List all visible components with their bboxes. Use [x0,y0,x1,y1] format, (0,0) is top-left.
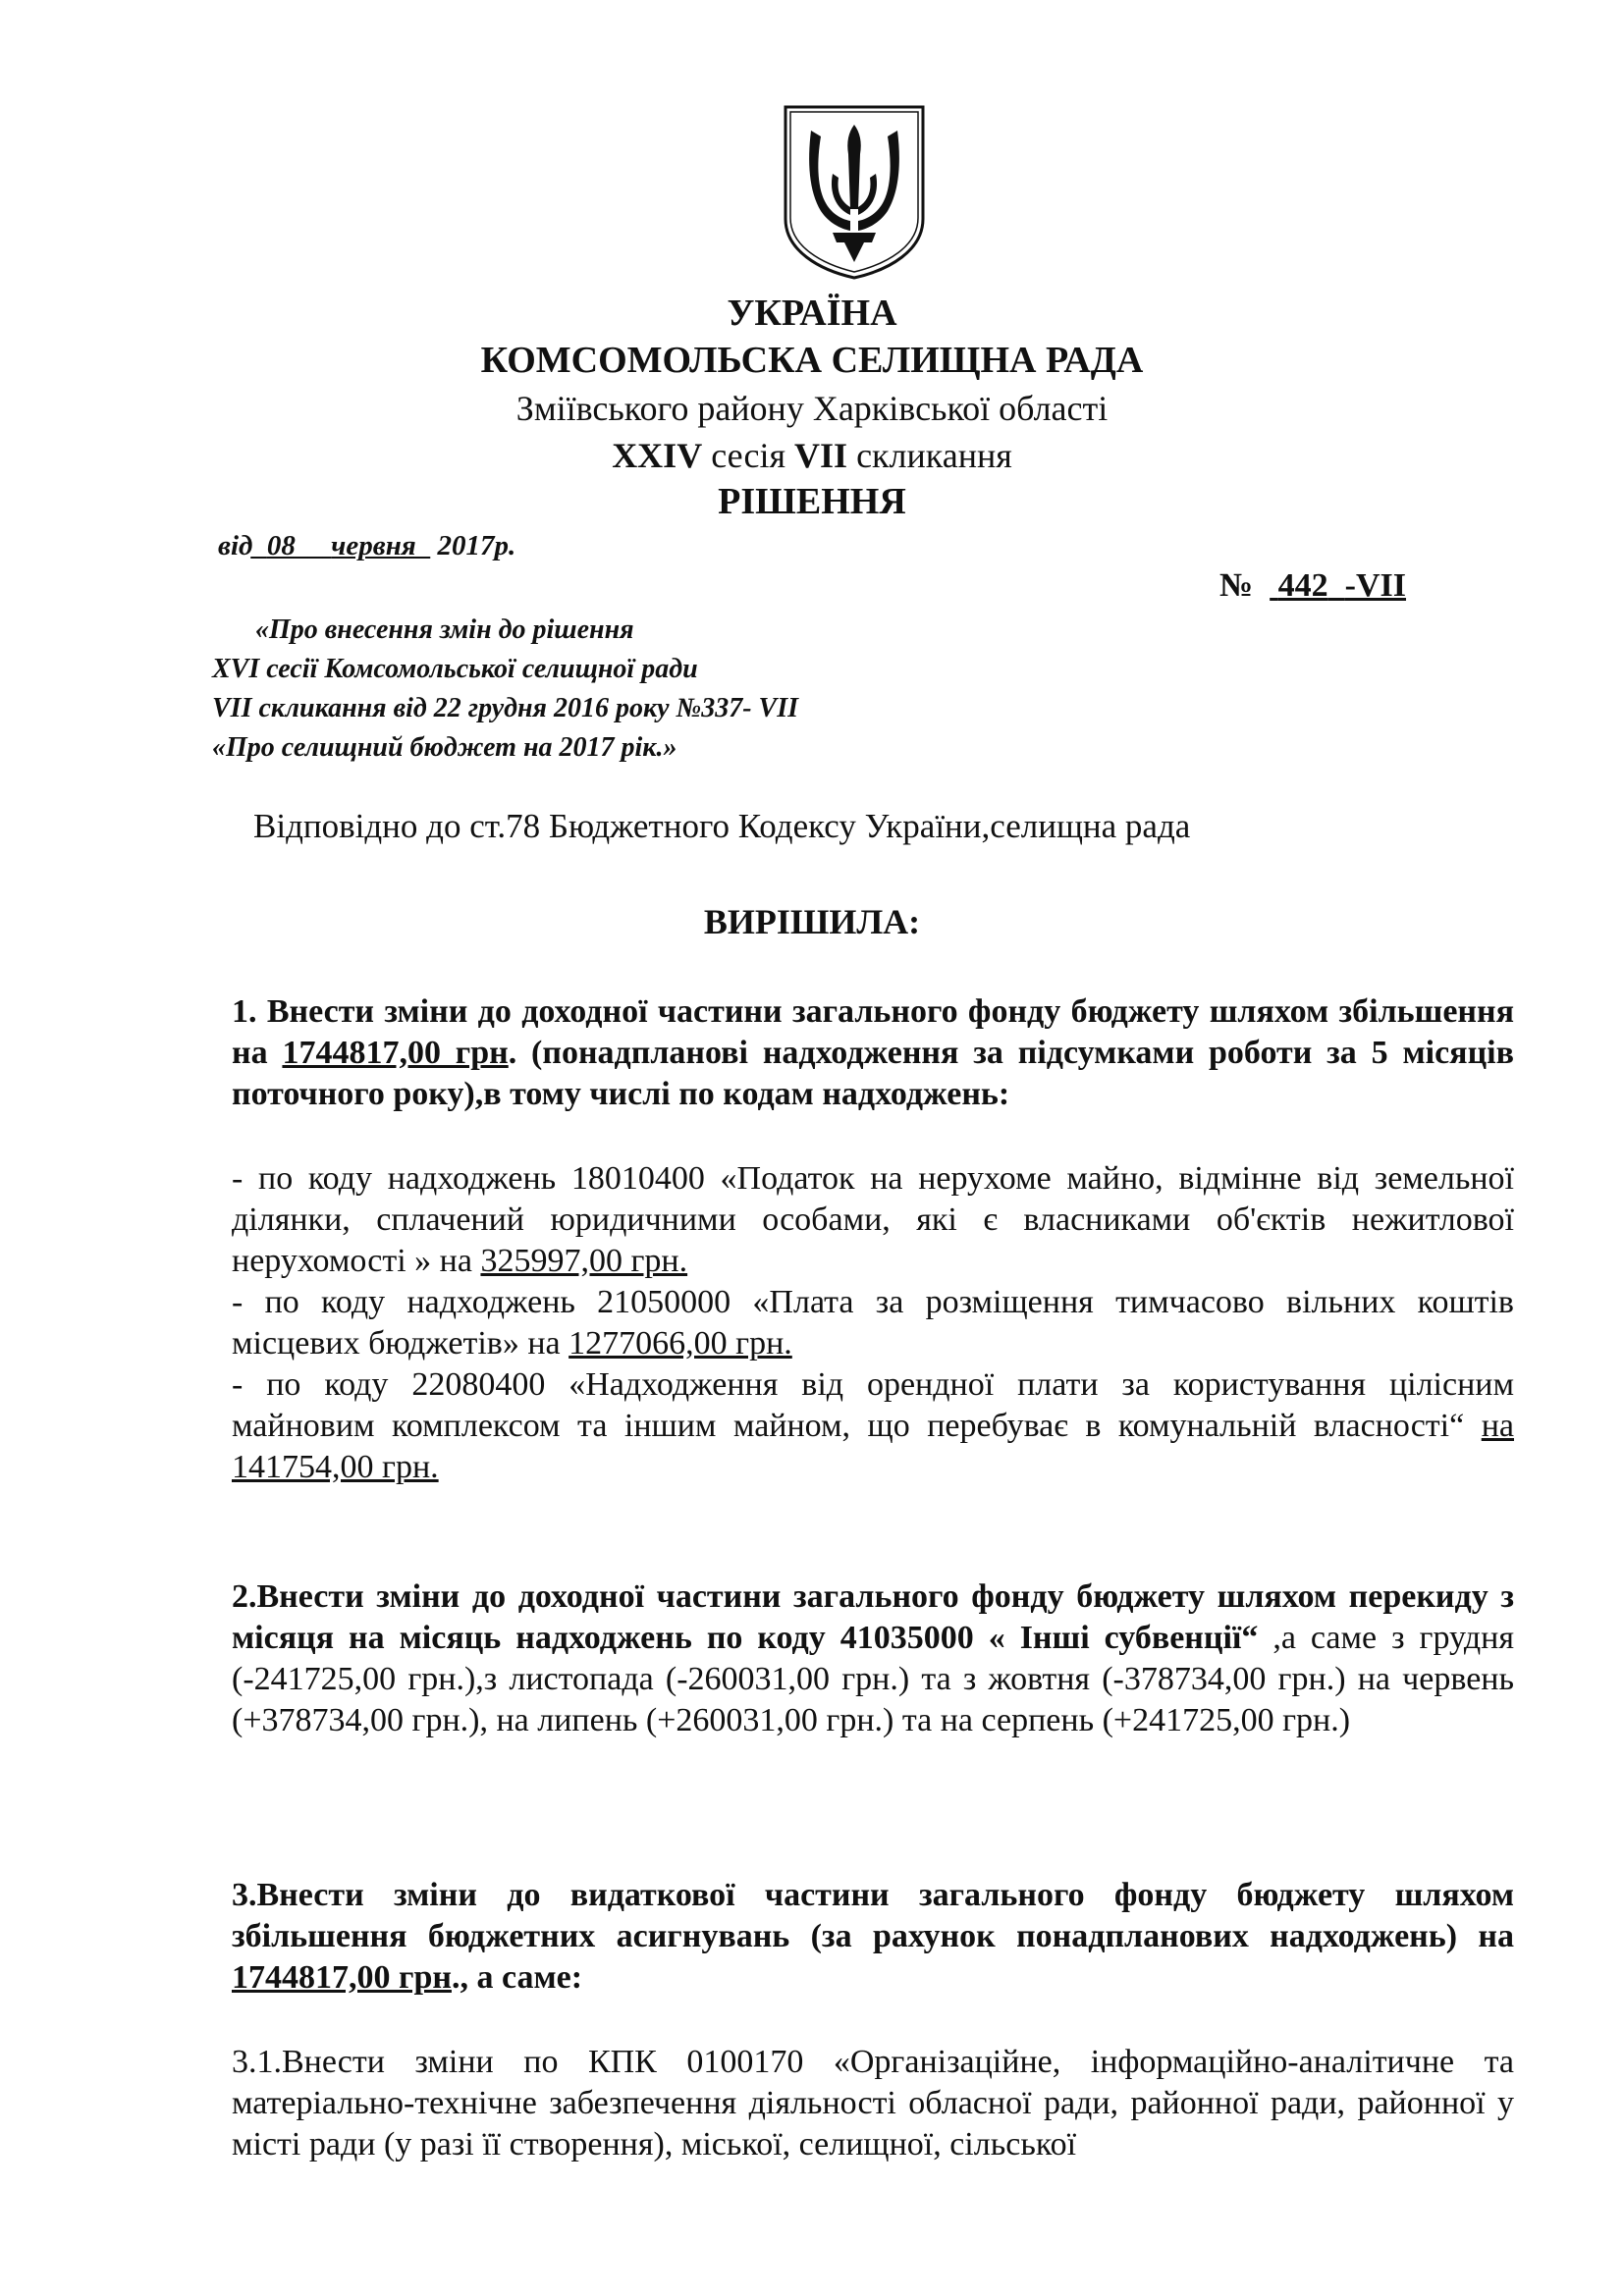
header-council-name: КОМСОМОЛЬСКА СЕЛИЩНА РАДА [480,340,1144,381]
item-1-codes [232,1158,1514,1488]
amount: 325997,00 грн. [480,1243,688,1279]
trident-coat-of-arms-icon [782,103,927,282]
code-entry: - по коду 22080400 «Надходження від орендної плати за користування цілісним майновим комплексом та іншим майном, що перебуває в комунальній власності“ на 141754,00 грн. [232,1366,1514,1485]
convocation-word: скликання [856,436,1012,475]
amount: на 141754,00 грн. [232,1408,1514,1485]
convocation-roman: VII [794,436,848,475]
header-session [0,438,1624,473]
decision-date [218,530,515,562]
decision-number [1219,567,1406,605]
header-region: Зміївського району Харківської області [515,389,1109,428]
item-3-1: 3.1.Внести зміни по КПК 0100170 «Організаційне, інформаційно-аналітичне та матеріально-технічне забезпечення діяльності обласної ради, районної ради, районної у місті ради (у разі її створення), міської, селищної, сільської [232,2044,1514,2163]
session-roman: XXIV [612,436,703,475]
subject-line: XVI сесії Комсомольської селищної ради [212,654,698,684]
subject-line: VII скликання від 22 грудня 2016 року №337- VII [212,693,798,723]
amount: 1744817,00 грн [232,1959,452,1996]
subject-line: «Про внесення змін до рішення [255,614,634,645]
item-1: 1. Внести зміни до доходної частини загального фонду бюджету шляхом збільшення на 1744817,00 грн. (понадпланові надходження за підсумками роботи за 5 місяців поточного року),в тому числі по кодам надходжень: [232,993,1514,1112]
decision-subject [212,611,798,768]
amount: 1744817,00 грн [282,1035,509,1071]
code-entry: - по коду надходжень 18010400 «Податок на нерухоме майно, відмінне від земельної ділянки, сплачений юридичними особами, які є власниками об'єктів нежитлової нерухомості » на 325997,00 грн. [232,1160,1514,1279]
item-2: 2.Внести зміни до доходної частини загального фонду бюджету шляхом перекиду з місяця на місяць надходжень по коду 41035000 « Інші субвенції“ ,а саме з грудня (-241725,00 грн.),з листопада (-260031,00 грн.) та з жовтня (-378734,00 грн.) на червень (+378734,00 грн.), на липень (+260031,00 грн.) та на серпень (+241725,00 грн.) [232,1578,1515,1738]
date-year: 2017р. [437,530,516,561]
amount: 1277066,00 грн. [568,1325,792,1362]
intro-text: Відповідно до ст.78 Бюджетного Кодексу України,селищна рада [253,807,1191,845]
subject-line: «Про селищний бюджет на 2017 рік.» [212,732,677,763]
decided-heading: ВИРІШИЛА: [703,902,921,941]
date-day: _08__ червня_ [252,530,431,561]
number-sign: № [1219,567,1254,604]
session-word: сесія [711,436,786,475]
header-country: УКРАЇНА [727,293,897,334]
number-value: 442 -VII [1277,567,1407,604]
document-type-title: РІШЕННЯ [718,481,906,522]
code-entry: - по коду надходжень 21050000 «Плата за розміщення тимчасово вільних коштів місцевих бюджетів» на 1277066,00 грн. [232,1284,1514,1362]
date-prefix: від [218,530,253,561]
item-3: 3.Внести зміни до видаткової частини загального фонду бюджету шляхом збільшення бюджетних асигнувань (за рахунок понадпланових надходжень) на 1744817,00 грн., а саме: [232,1877,1514,1996]
